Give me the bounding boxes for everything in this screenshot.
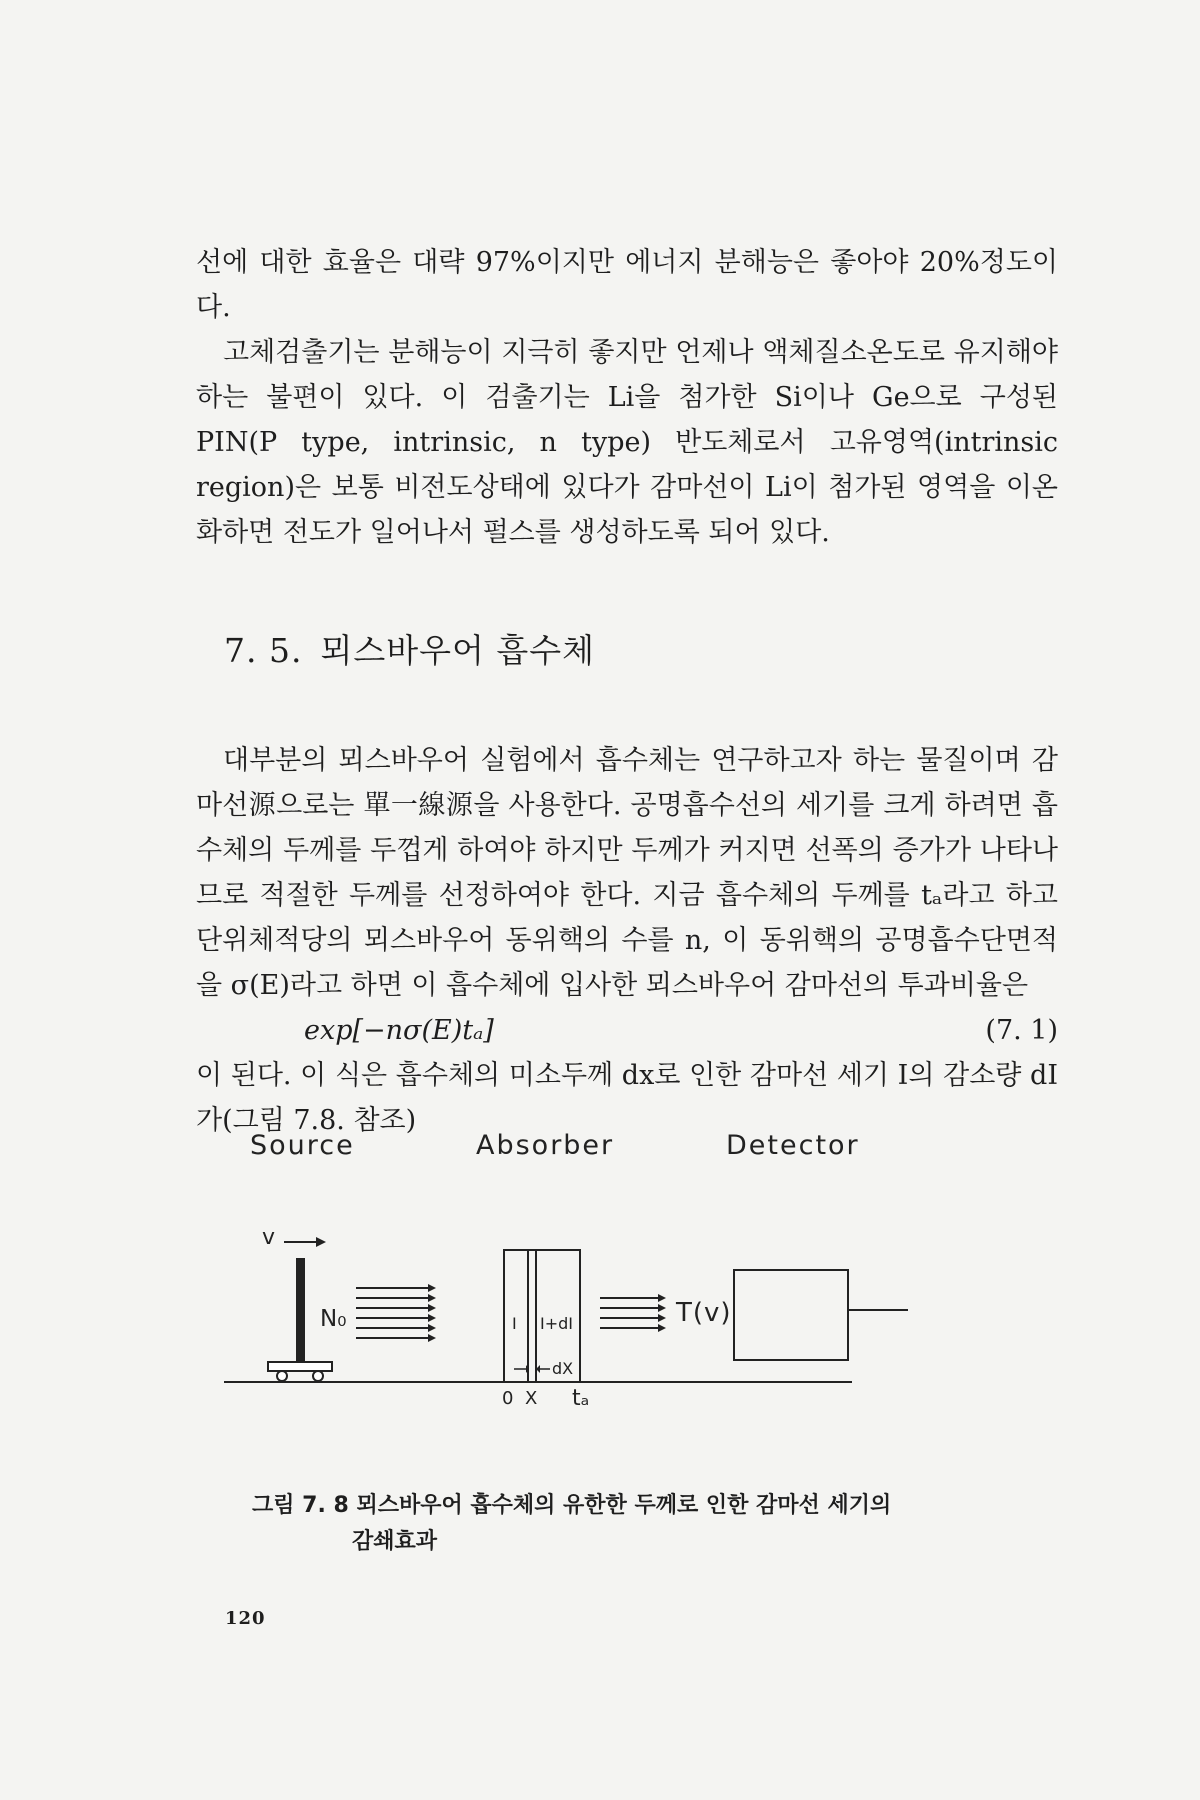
section-title: 뫼스바우어 흡수체 <box>320 631 595 670</box>
detector-box <box>734 1270 848 1360</box>
intensity-in-label: I <box>512 1314 517 1333</box>
detector-label: Detector <box>726 1130 860 1161</box>
figure-diagram <box>196 1130 1058 1430</box>
cart-wheel-right <box>313 1371 323 1381</box>
section-number: 7. 5. <box>224 631 303 670</box>
intensity-out-label: I+dI <box>540 1314 573 1333</box>
equation-number: (7. 1) <box>985 1015 1058 1046</box>
paragraph-4: 이 된다. 이 식은 흡수체의 미소두께 dx로 인한 감마선 세기 I의 감소량 dI가(그림 7.8. 참조) <box>196 1060 1058 1136</box>
ta-label: tₐ <box>572 1386 590 1411</box>
page-body <box>196 240 1058 1143</box>
absorber-label: Absorber <box>476 1130 615 1161</box>
figure-7-8 <box>196 1130 1058 1430</box>
paragraph-1: 선에 대한 효율은 대략 97%이지만 에너지 분해능은 좋아야 20%정도이다. <box>196 247 1058 323</box>
equation-7-1 <box>196 1008 1058 1053</box>
dx-label: dX <box>552 1359 574 1378</box>
caption-text-line2: 감쇄효과 <box>352 1529 438 1554</box>
section-heading <box>224 625 1058 672</box>
paragraph-2: 고체검출기는 분해능이 지극히 좋지만 언제나 액체질소온도로 유지해야 하는 불편이 있다. 이 검출기는 Li을 첨가한 Si이나 Ge으로 구성된 PIN(P type, intrinsic, n type) 반도체로서 고유영역(intrinsic region)은 보통 비전도상태에 있다가 감마선이 Li이 첨가된 영역을 이온화하면 전도가 일어나서 펄스를 생성하도록 되어 있다. <box>196 337 1058 548</box>
source-cart <box>268 1362 332 1371</box>
cart-wheel-left <box>277 1371 287 1381</box>
incident-beam <box>356 1284 436 1342</box>
source-label: Source <box>250 1130 355 1161</box>
source-rod <box>296 1258 305 1364</box>
x-label: X <box>525 1388 538 1409</box>
origin-label: 0 <box>502 1388 514 1409</box>
caption-text-line1: 뫼스바우어 흡수체의 유한한 두께로 인한 감마선 세기의 <box>356 1493 892 1518</box>
transmission-label: T(v) <box>676 1298 732 1328</box>
caption-label: 그림 7. 8 <box>252 1493 349 1518</box>
equation-expression: exp[−nσ(E)tₐ] <box>304 1015 494 1046</box>
velocity-label: v <box>262 1225 276 1250</box>
page-number: 120 <box>225 1608 266 1629</box>
transmitted-beam <box>600 1294 666 1332</box>
figure-caption <box>252 1488 1052 1560</box>
velocity-arrowhead <box>316 1237 326 1247</box>
n0-label: N₀ <box>320 1306 347 1332</box>
paragraph-3: 대부분의 뫼스바우어 실험에서 흡수체는 연구하고자 하는 물질이며 감마선源으로는 單一線源을 사용한다. 공명흡수선의 세기를 크게 하려면 흡수체의 두께를 두껍게 하여야 하지만 두께가 커지면 선폭의 증가가 나타나므로 적절한 두께를 선정하여야 한다. 지금 흡수체의 두께를 tₐ라고 하고 단위체적당의 뫼스바우어 동위핵의 수를 n, 이 동위핵의 공명흡수단면적을 σ(E)라고 하면 이 흡수체에 입사한 뫼스바우어 감마선의 투과비율은 <box>196 745 1058 1001</box>
